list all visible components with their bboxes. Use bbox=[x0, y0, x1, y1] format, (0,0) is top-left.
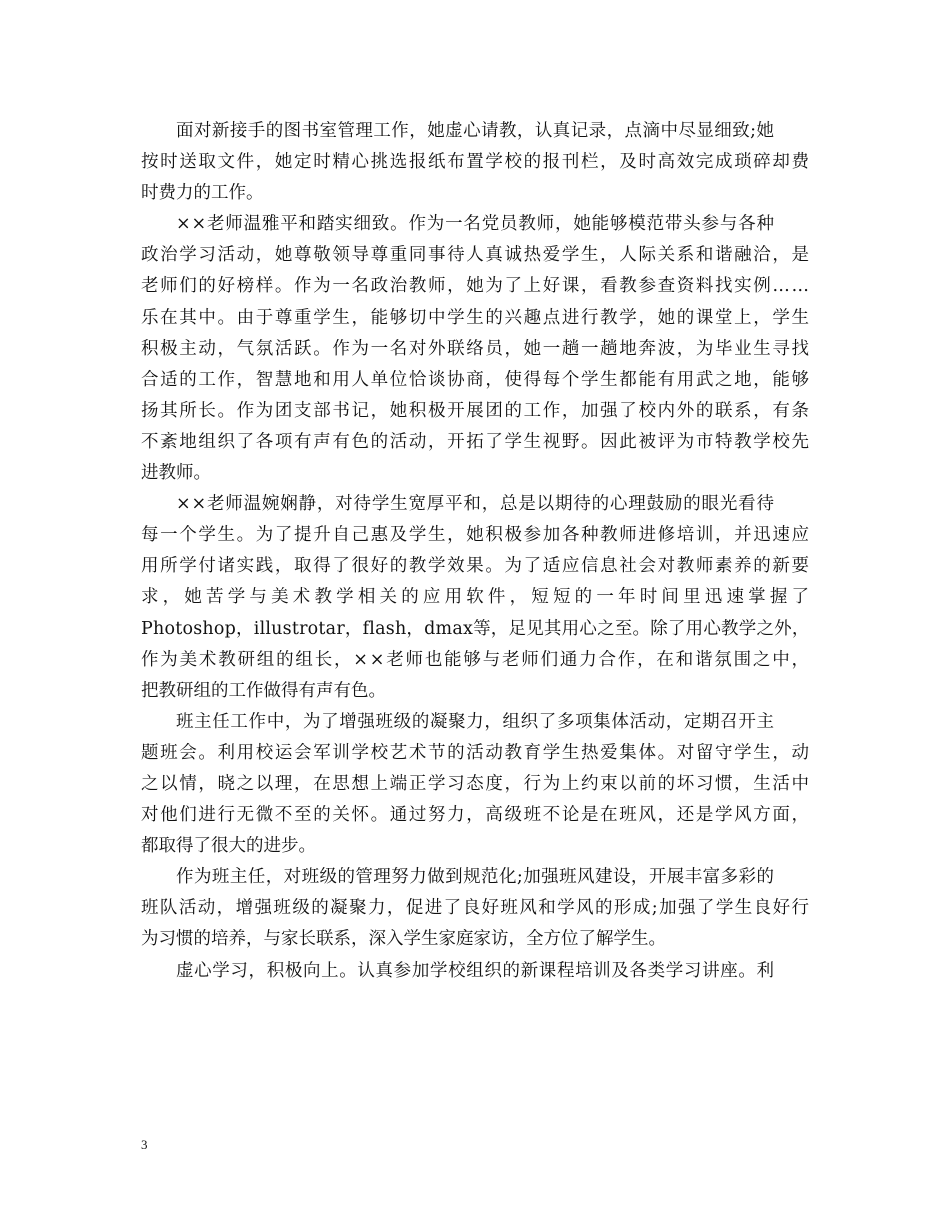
text-line: 之以情，晓之以理，在思想上端正学习态度，行为上约束以前的坏习惯，生活中 bbox=[141, 773, 811, 794]
text-line: 面对新接手的图书室管理工作，她虚心请教，认真记录，点滴中尽显细致;她 bbox=[176, 121, 775, 141]
document-body bbox=[141, 116, 814, 987]
paragraph-art-teacher bbox=[141, 489, 814, 707]
text-line: 作为班主任，对班级的管理努力做到规范化;加强班风建设，开展丰富多彩的 bbox=[176, 867, 775, 888]
text-line: 时费力的工作。 bbox=[141, 183, 264, 204]
text-line: 求，她苦学与美术教学相关的应用软件，短短的一年时间里迅速掌握了 bbox=[141, 587, 814, 608]
text-line: 不紊地组织了各项有声有色的活动，开拓了学生视野。因此被评为市特教学校先 bbox=[141, 431, 811, 452]
text-line: 班队活动，增强班级的凝聚力，促进了良好班风和学风的形成;加强了学生良好行 bbox=[141, 898, 811, 919]
text-line: 用所学付诸实践，取得了很好的教学效果。为了适应信息社会对教师素养的新要 bbox=[141, 556, 811, 577]
text-line: 虚心学习，积极向上。认真参加学校组织的新课程培训及各类学习讲座。利 bbox=[176, 960, 775, 981]
paragraph-learning bbox=[141, 956, 809, 987]
page-number: 3 bbox=[141, 1137, 148, 1152]
text-line: 按时送取文件，她定时精心挑选报纸布置学校的报刊栏，及时高效完成琐碎却费 bbox=[141, 152, 811, 173]
text-line: 作为美术教研组的组长，××老师也能够与老师们通力合作，在和谐氛围之中， bbox=[141, 649, 811, 670]
text-line: 老师们的好榜样。作为一名政治教师，她为了上好课，看教参查资料找实例…… bbox=[141, 276, 811, 297]
text-line: 进教师。 bbox=[141, 463, 211, 484]
paragraph-class-teacher-work bbox=[141, 707, 809, 862]
text-line: 把教研组的工作做得有声有色。 bbox=[141, 680, 386, 701]
text-line: Photoshop，illustrotar，flash，dmax等，足见其用心之至。除了用心教学之外， bbox=[141, 618, 810, 639]
text-line: 政治学习活动，她尊敬领导尊重同事待人真诚热爱学生，人际关系和谐融洽，是 bbox=[141, 245, 811, 266]
text-line: 题班会。利用校运会军训学校艺术节的活动教育学生热爱集体。对留守学生，动 bbox=[141, 742, 811, 763]
text-line: 对他们进行无微不至的关怀。通过努力，高级班不论是在班风，还是学风方面， bbox=[141, 805, 811, 826]
text-line: 都取得了很大的进步。 bbox=[141, 836, 316, 857]
paragraph-class-management bbox=[141, 862, 809, 955]
text-line: 为习惯的培养，与家长联系，深入学生家庭家访，全方位了解学生。 bbox=[141, 929, 666, 950]
text-line: ××老师温婉娴静，对待学生宽厚平和，总是以期待的心理鼓励的眼光看待 bbox=[176, 494, 775, 515]
text-line: 乐在其中。由于尊重学生，能够切中学生的兴趣点进行教学，她的课堂上，学生 bbox=[141, 307, 811, 328]
text-line: 班主任工作中，为了增强班级的凝聚力，组织了多项集体活动，定期召开主 bbox=[176, 711, 775, 732]
paragraph-library-work bbox=[141, 116, 809, 209]
text-line: 积极主动，气氛活跃。作为一名对外联络员，她一趟一趟地奔波，为毕业生寻找 bbox=[141, 338, 811, 359]
text-line: 扬其所长。作为团支部书记，她积极开展团的工作，加强了校内外的联系，有条 bbox=[141, 400, 811, 421]
text-line: 每一个学生。为了提升自己惠及学生，她积极参加各种教师进修培训，并迅速应 bbox=[141, 525, 811, 546]
text-line: ××老师温雅平和踏实细致。作为一名党员教师，她能够模范带头参与各种 bbox=[176, 214, 775, 235]
text-line: 合适的工作，智慧地和用人单位恰谈协商，使得每个学生都能有用武之地，能够 bbox=[141, 369, 811, 390]
paragraph-party-member-teacher bbox=[141, 209, 809, 489]
